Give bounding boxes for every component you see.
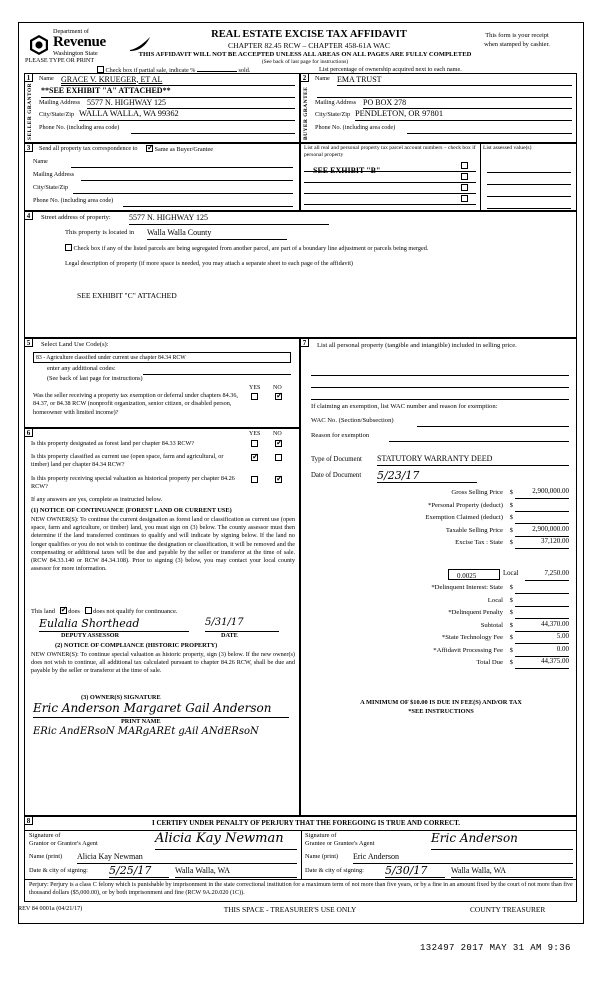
local-value: 7,250.00	[544, 569, 569, 577]
county-treasurer-label: COUNTY TREASURER	[470, 905, 546, 914]
located-in-label: This property is located in	[65, 229, 135, 236]
local-rate-value: 0.0025	[457, 571, 477, 580]
amount-row-value[interactable]	[515, 582, 569, 594]
amount-row-currency: $	[509, 609, 513, 616]
amount-row	[311, 595, 569, 608]
receipt-line1: This form is your receipt	[485, 32, 549, 39]
amount-row-label: Gross Selling Price	[451, 489, 503, 496]
does-not-qualify-checkbox[interactable]	[85, 607, 92, 614]
amount-row-value[interactable]	[515, 607, 569, 619]
amount-row	[311, 632, 569, 645]
amount-row-label: Taxable Selling Price	[445, 526, 503, 534]
enter-additional-codes-label: enter any additional codes:	[47, 365, 116, 372]
amount-row-currency: $	[509, 539, 513, 546]
street-address-value: 5577 N. HIGHWAY 125	[129, 212, 208, 222]
additional-codes-field[interactable]	[143, 364, 291, 375]
forest-land-yes-checkbox[interactable]	[251, 440, 258, 447]
print-name-label: PRINT NAME	[121, 718, 161, 725]
amount-rows-2	[311, 582, 569, 670]
land-use-code-field[interactable]	[33, 352, 291, 363]
amount-row-value[interactable]: 37,120.00	[515, 537, 569, 549]
buyer-side-label: BUYER GRANTEE	[303, 86, 309, 140]
grantor-date-city-label: Date & city of signing:	[29, 867, 88, 874]
state-seal-icon	[28, 34, 50, 56]
wac-number-field[interactable]	[417, 416, 569, 427]
amount-row-label: *State Technology Fee	[441, 634, 503, 641]
see-instructions-note: *SEE INSTRUCTIONS	[408, 708, 474, 715]
buyer-name-value: EMA TRUST	[337, 74, 382, 84]
assessed-value-line-1[interactable]	[487, 161, 571, 173]
buyer-city-label: City/State/Zip	[315, 111, 351, 118]
amount-row	[311, 607, 569, 620]
grantor-city: Walla Walla, WA	[175, 866, 231, 875]
amount-row-value[interactable]: 2,900,000.00	[515, 525, 569, 537]
minimum-due-note: A MINIMUM OF $10.00 IS DUE IN FEE(S) AND/OR TAX	[360, 699, 522, 706]
amount-row-currency: $	[509, 659, 513, 666]
notice-continuance-text: NEW OWNER(S): To continue the current designation as forest land or classification as current use (open space, farm and agriculture, or timber) land, you must sign on (3) below. The county assessor must then determine if the land transferred continues to qualify and will indicate by signing below. If the land no longer qualifies or you do not wish to continue the designation or classification, it will be removed and the compensating or additional taxes will be due and payable by the seller or transferor at the time of sale. (RCW 84.33.140 or RCW 84.34.108). Prior to signing (3) below, you may contact your local county assessor for more information.	[31, 516, 295, 573]
tax-box-number: 7	[300, 338, 309, 347]
parcel-personal-checkbox-2[interactable]	[461, 173, 468, 180]
c-city-label: City/State/Zip	[33, 184, 69, 191]
seller-phone-label: Phone No. (including area code)	[39, 124, 120, 131]
certification-box	[24, 816, 577, 902]
notice-box	[24, 428, 300, 816]
partial-sale-label: Check box if partial sale, indicate %	[105, 67, 196, 74]
located-in-value: Walla Walla County	[147, 227, 212, 237]
amount-row-label: Subtotal	[480, 621, 503, 629]
amount-row	[311, 645, 569, 658]
segregated-checkbox[interactable]	[65, 244, 72, 251]
c-phone-label: Phone No. (including area code)	[33, 197, 114, 204]
receipt-line2: when stamped by cashier.	[484, 41, 550, 48]
segregated-row	[65, 244, 565, 252]
amount-row	[311, 512, 569, 525]
seller-exemption-yes-checkbox[interactable]	[251, 393, 258, 400]
assessed-value-line-4[interactable]	[487, 197, 571, 209]
amount-row-value[interactable]: 44,375.00	[515, 657, 569, 669]
does-qualify-checkbox[interactable]	[60, 607, 67, 614]
seller-exemption-no-checkbox[interactable]	[275, 393, 282, 400]
reason-exemption-field[interactable]	[389, 431, 569, 442]
please-type-label: PLEASE TYPE OR PRINT	[25, 57, 95, 64]
same-as-buyer-checkbox[interactable]	[146, 145, 153, 152]
amount-row-value[interactable]	[515, 500, 569, 512]
this-land-label: This land	[31, 608, 55, 615]
amount-row-currency: $	[509, 526, 513, 534]
partial-sale-sold: sold.	[238, 67, 251, 74]
local-label: Local	[503, 570, 519, 577]
current-use-yes-checkbox[interactable]	[251, 454, 258, 461]
street-address-label: Street address of property:	[41, 214, 111, 221]
personal-property-label: List all personal property (tangible and intangible) included in selling price.	[317, 342, 517, 349]
assessed-header: List assessed value(s)	[483, 145, 532, 151]
amount-row-currency: $	[509, 501, 513, 509]
notice-box-number: 6	[24, 428, 33, 437]
grantor-signature-label: Signature of Grantor or Grantor's Agent	[29, 832, 98, 847]
seller-mailing-value: 5577 N. HIGHWAY 125	[87, 98, 166, 107]
amount-row	[311, 537, 569, 550]
amount-row-value[interactable]: 2,900,000.00	[515, 487, 569, 499]
legal-description-label: Legal description of property (if more space is needed, you may attach a separate sheet to each page of the affidavit)	[65, 260, 353, 267]
amount-row	[311, 487, 569, 500]
seller-side-label: SELLER GRANTOR	[27, 82, 33, 140]
forest-land-no-checkbox[interactable]	[275, 440, 282, 447]
seller-name-value: GRACE V. KRUEGER, ET AL	[61, 74, 163, 84]
amount-row-label: *Affidavit Processing Fee	[433, 646, 503, 654]
box5-no-label: NO	[273, 385, 282, 391]
tax-box	[300, 338, 577, 816]
grantee-signature: Eric Anderson	[431, 831, 518, 845]
box6-no-label: NO	[273, 431, 282, 437]
amount-row-currency: $	[509, 584, 513, 591]
seller-city-label: City/State/Zip	[39, 111, 75, 118]
deputy-assessor-date: 5/31/17	[205, 617, 244, 628]
send-correspondence-label: Send all property tax correspondence to	[39, 145, 138, 152]
form-chapter: CHAPTER 82.45 RCW – CHAPTER 458-61A WAC	[228, 41, 390, 50]
wac-number-label: WAC No. (Section/Subsection)	[311, 417, 394, 424]
amount-row-currency: $	[509, 646, 513, 654]
amount-row	[311, 657, 569, 670]
personal-property-line-2[interactable]	[311, 377, 569, 388]
property-box-number: 4	[24, 211, 33, 220]
current-use-no-checkbox[interactable]	[275, 454, 282, 461]
parcel-personal-checkbox-1[interactable]	[461, 162, 468, 169]
owner-signature-heading: (3) OWNER(S) SIGNATURE	[81, 694, 161, 701]
reason-exemption-label: Reason for exemption	[311, 432, 370, 439]
form-title: REAL ESTATE EXCISE TAX AFFIDAVIT	[211, 29, 407, 40]
amount-row-currency: $	[509, 489, 513, 496]
amount-row-value[interactable]: 5.00	[515, 632, 569, 644]
does-not-label: does not	[93, 608, 115, 615]
amount-row-label: Exemption Claimed (deduct)	[425, 514, 503, 521]
amount-row-value[interactable]: 0.00	[515, 645, 569, 657]
form-notice: THIS AFFIDAVIT WILL NOT BE ACCEPTED UNLESS ALL AREAS ON ALL PAGES ARE FULLY COMPLETED	[138, 51, 472, 58]
dept-label: Department of	[53, 28, 89, 35]
amount-row-label: *Personal Property (deduct)	[427, 501, 503, 509]
amount-row	[311, 620, 569, 633]
grantee-name-print-label: Name (print)	[305, 853, 339, 860]
local-rate-box[interactable]	[448, 569, 500, 580]
correspondence-box-number: 3	[24, 143, 33, 152]
owner-signature: Eric Anderson Margaret Gail Anderson	[33, 701, 272, 715]
box5-yes-label: YES	[249, 385, 261, 391]
recording-stamp: 132497 2017 MAY 31 AM 9:36	[420, 943, 571, 953]
grantee-name-print: Eric Anderson	[353, 852, 399, 861]
assessed-value-line-3[interactable]	[487, 185, 571, 197]
grantee-city: Walla Walla, WA	[451, 866, 507, 875]
buyer-phone-label: Phone No. (including area code)	[315, 124, 396, 131]
amount-row-label: *Delinquent Interest: State	[431, 584, 503, 591]
grantee-signature-label: Signature of Grantee or Grantee's Agent	[305, 832, 375, 847]
personal-property-line-3[interactable]	[311, 389, 569, 400]
grantor-name-print-label: Name (print)	[29, 853, 63, 860]
doc-type-value: STATUTORY WARRANTY DEED	[377, 454, 493, 463]
doc-date-label: Date of Document	[311, 472, 362, 479]
buyer-mailing-value: PO BOX 278	[363, 98, 407, 107]
perjury-statement: Perjury: Perjury is a class C felony which is punishable by imprisonment in the state correctional institution for a maximum term of not more than five years, or by a fine in an amount fixed by the court of not more than five thousand dollars ($5,000.00), or by both imprisonment and fine (RCW 9A.20.020 (1C)).	[29, 882, 573, 897]
this-land-row	[31, 607, 177, 615]
amount-row-currency: $	[509, 514, 513, 521]
buyer-name-label: Name	[315, 75, 330, 82]
grantee-date: 5/30/17	[385, 864, 428, 877]
buyer-city-value: PENDLETON, OR 97801	[355, 109, 444, 118]
owner-print-name: ERic AndERsoN MARgAREt gAil ANdERsoN	[33, 726, 259, 737]
amount-row-label: Excise Tax : State	[455, 539, 503, 546]
property-box	[24, 211, 577, 338]
amount-row	[311, 582, 569, 595]
seller-mailing-label: Mailing Address	[39, 99, 81, 106]
pct-ownership-label: List percentage of ownership acquired next to each name.	[319, 66, 462, 73]
c-mailing-label: Mailing Address	[33, 171, 75, 178]
revenue-label: Revenue	[53, 34, 106, 50]
amount-row-label: Local	[487, 596, 503, 604]
c-name-label: Name	[33, 158, 48, 165]
certification-box-number: 8	[24, 816, 33, 825]
grantor-name-print: Alicia Kay Newman	[77, 852, 143, 861]
forest-land-question: Is this property designated as forest land per chapter 84.33 RCW?	[31, 440, 195, 447]
form-sheet	[18, 22, 584, 924]
deputy-assessor-label: DEPUTY ASSESSOR	[61, 632, 120, 639]
amount-rows	[311, 487, 569, 550]
treasurer-space-label: THIS SPACE - TREASURER'S USE ONLY	[223, 905, 357, 914]
notice-continuance-heading: (1) NOTICE OF CONTINUANCE (FOREST LAND OR CURRENT USE)	[31, 507, 232, 514]
legal-description-value: SEE EXHIBIT "C" ATTACHED	[77, 291, 177, 300]
buyer-mailing-label: Mailing Address	[315, 99, 357, 106]
amount-row-value[interactable]	[515, 595, 569, 607]
notice-compliance-heading: (2) NOTICE OF COMPLIANCE (HISTORIC PROPERTY)	[55, 642, 218, 649]
exemption-claim-label: If claiming an exemption, list WAC number and reason for exemption:	[311, 403, 498, 410]
grantee-date-city-label: Date & city of signing:	[305, 867, 364, 874]
seller-name-label: Name	[39, 75, 54, 82]
swoosh-icon	[129, 36, 151, 52]
partial-sale-checkbox[interactable]	[97, 66, 104, 73]
personal-property-line-1[interactable]	[311, 365, 569, 376]
notice-compliance-text: NEW OWNER(S): To continue special valuation as historic property, sign (3) below. If the new owner(s) does not wish to continue, all additional tax calculated pursuant to chapter 84.26 RCW, shall be due and payable by the seller or transferor at the time of sale.	[31, 651, 295, 675]
box6-yes-label: YES	[249, 431, 261, 437]
assessed-value-line-2[interactable]	[487, 173, 571, 185]
land-use-code-value: 83 - Agriculture classified under current use chapter 84.34 RCW	[36, 354, 186, 361]
amount-row-currency: $	[509, 596, 513, 604]
amount-row	[311, 500, 569, 513]
same-as-buyer-label: Same as Buyer/Grantee	[154, 146, 213, 153]
parcel-header: List all real and personal property tax parcel account numbers – check box if personal property	[304, 145, 476, 158]
parcel-personal-checkbox-4[interactable]	[461, 195, 468, 202]
amount-row-value[interactable]: 44,370.00	[515, 620, 569, 632]
grantor-signature: Alicia Kay Newman	[155, 831, 284, 846]
parcel-value: SEE EXHIBIT "B"	[313, 166, 381, 175]
deputy-assessor-signature: Eulalia Shorthead	[39, 617, 140, 630]
doc-type-label: Type of Document	[311, 456, 362, 463]
qualify-label: qualify for continuance.	[116, 608, 178, 615]
if-any-answers-label: If any answers are yes, complete as instructed below.	[31, 496, 163, 503]
seller-box	[24, 73, 300, 143]
amount-row-label: Total Due	[476, 659, 503, 666]
doc-date-value: 5/23/17	[377, 469, 420, 482]
historic-no-checkbox[interactable]	[275, 476, 282, 483]
buyer-box-number: 2	[300, 73, 309, 82]
segregated-label: Check box if any of the listed parcels are being segregated from another parcel, are part of a boundary line adjustment or parcels being merged.	[73, 245, 429, 252]
grantor-date: 5/25/17	[109, 864, 152, 877]
amount-row	[311, 525, 569, 538]
current-use-question: Is this property classified as current use (open space, farm and agricultural, or timber) land per chapter 84.34 RCW?	[31, 453, 224, 469]
does-label: does	[68, 608, 80, 615]
historic-question: Is this property receiving special valuation as historical property per chapter 84.26 RCW?	[31, 475, 235, 491]
amount-row-label: *Delinquent Penalty	[448, 609, 503, 616]
receipt-note	[459, 31, 575, 49]
land-use-box	[24, 338, 300, 428]
historic-yes-checkbox[interactable]	[251, 476, 258, 483]
buyer-box	[300, 73, 577, 143]
state-label: Washington State	[53, 50, 98, 57]
correspondence-box	[24, 143, 300, 211]
seller-city-value: WALLA WALLA, WA 99362	[79, 109, 179, 118]
seller-box-number: 1	[24, 73, 33, 82]
land-use-title: Select Land Use Code(s):	[41, 341, 109, 348]
amount-row-currency: $	[509, 634, 513, 641]
seller-exhibit-value: **SEE EXHIBIT "A" ATTACHED**	[41, 86, 171, 95]
land-use-see-back: (See back of last page for instructions)	[47, 375, 143, 382]
land-use-box-number: 5	[24, 338, 33, 347]
form-revision: REV 84 0001a (04/21/17)	[18, 905, 83, 912]
amount-row-value[interactable]	[515, 512, 569, 524]
same-as-buyer-row	[146, 145, 213, 153]
assessor-date-label: DATE	[221, 632, 238, 639]
amount-row-currency: $	[509, 621, 513, 629]
parcel-box	[300, 143, 577, 211]
seller-exemption-question: Was the seller receiving a property tax exemption or deferral under chapters 84.36, 84.37, or 84.38 RCW (nonprofit organization, senior citizen, or disabled person, homeowner with limited income)?	[33, 392, 238, 416]
see-back-note: (See back of last page for instructions)	[261, 59, 349, 65]
certify-statement: I CERTIFY UNDER PENALTY OF PERJURY THAT THE FOREGOING IS TRUE AND CORRECT.	[151, 819, 460, 827]
parcel-personal-checkbox-3[interactable]	[461, 184, 468, 191]
